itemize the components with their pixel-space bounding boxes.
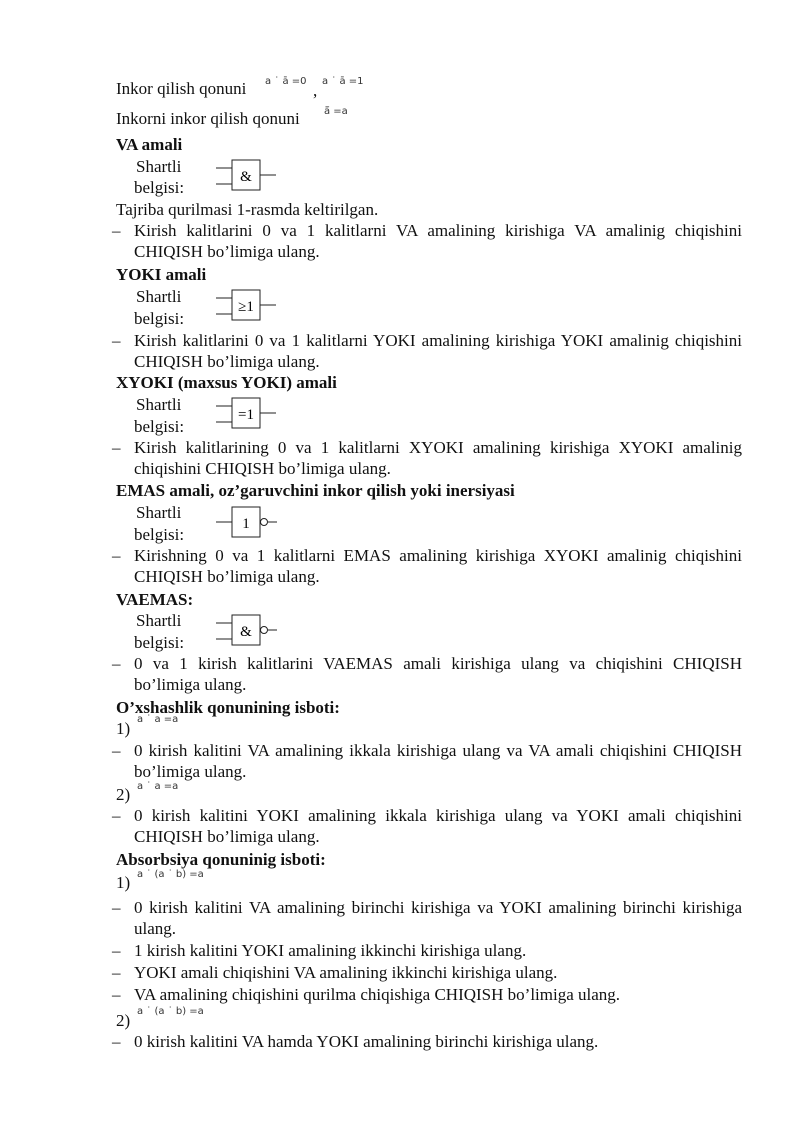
idempotence-proof-2-number: 2) (116, 785, 131, 804)
not-symbol-label-1: Shartli (136, 503, 182, 522)
not-gate-symbol (214, 505, 280, 539)
and-section-heading: VA amali (116, 135, 183, 154)
nand-gate-label: & (240, 624, 252, 640)
not-instruction: Kirishning 0 va 1 kalitlarni EMAS amalining kirishiga XYOKI amalinig chiqishini CHIQISH bo’limiga ulang. (134, 546, 742, 586)
nand-symbol-label-1: Shartli (136, 611, 182, 630)
xor-gate-label: =1 (238, 407, 254, 423)
absorption-step-1: 0 kirish kalitini VA amalining birinchi kirishiga va YOKI amalining birinchi kirishiga ulang. (134, 898, 742, 938)
absorption-proof-2-step-1: 0 kirish kalitini VA hamda YOKI amalining birinchi kirishiga ulang. (134, 1032, 599, 1051)
idempotence-proof-2-instruction: 0 kirish kalitini YOKI amalining ikkala kirishiga ulang va YOKI amali chiqishini CHIQISH bo’limiga ulang. (134, 806, 742, 846)
list-dash: – (112, 898, 121, 917)
and-instruction: Kirish kalitlarini 0 va 1 kalitlarni VA amalining kirishiga VA amalinig chiqishini CHIQISH bo’limiga ulang. (134, 221, 742, 261)
not-gate-label: 1 (242, 516, 250, 532)
or-gate-label: ≥1 (238, 299, 254, 315)
and-symbol-label-2: belgisi: (134, 178, 185, 197)
absorption-proof-1-formula: a ˙ (a ˙ b) =a (137, 869, 204, 880)
idempotence-proof-1-instruction: 0 kirish kalitini VA amalining ikkala kirishiga ulang va VA amali chiqishini CHIQISH bo’limiga ulang. (134, 741, 742, 781)
absorption-proof-2-formula: a ˙ (a ˙ b) =a (137, 1006, 204, 1017)
xor-section-heading: XYOKI (maxsus YOKI) amali (116, 373, 337, 392)
list-dash: – (112, 985, 121, 1004)
negation-law-formula-2: a ˙ ā =1 (322, 76, 364, 87)
list-dash: – (112, 438, 121, 457)
absorption-step-2: 1 kirish kalitini YOKI amalining ikkinchi kirishiga ulang. (134, 941, 527, 960)
negation-law-formula-1: a ˙ ā =0 (265, 76, 307, 87)
negation-law-label: Inkor qilish qonuni (116, 79, 247, 98)
xor-instruction: Kirish kalitlarining 0 va 1 kalitlarni XYOKI amalining kirishiga XYOKI amalinig chiqishini CHIQISH bo’limiga ulang. (134, 438, 742, 478)
absorption-step-4: VA amalining chiqishini qurilma chiqishiga CHIQISH bo’limiga ulang. (134, 985, 621, 1004)
or-section-heading: YOKI amali (116, 265, 207, 284)
and-gate-symbol (214, 158, 280, 192)
idempotence-heading: O’xshashlik qonunining isboti: (116, 698, 340, 717)
list-dash: – (112, 221, 121, 240)
list-dash: – (112, 331, 121, 350)
list-dash: – (112, 741, 121, 760)
list-dash: – (112, 941, 121, 960)
or-symbol-label-1: Shartli (136, 287, 182, 306)
double-negation-law-label: Inkorni inkor qilish qonuni (116, 109, 300, 128)
xor-gate-symbol (214, 396, 280, 430)
nand-section-heading: VAEMAS: (116, 590, 194, 609)
list-dash: – (112, 654, 121, 673)
list-dash: – (112, 963, 121, 982)
and-note: Tajriba qurilmasi 1-rasmda keltirilgan. (116, 200, 379, 219)
idempotence-proof-1-number: 1) (116, 719, 131, 738)
not-symbol-label-2: belgisi: (134, 525, 185, 544)
and-gate-label: & (240, 169, 252, 185)
negation-law-separator: , (313, 81, 318, 100)
xor-symbol-label-1: Shartli (136, 395, 182, 414)
double-negation-law-formula: ā̄ =a (324, 106, 348, 117)
absorption-proof-1-number: 1) (116, 873, 131, 892)
idempotence-proof-1-formula: a ˙ a =a (137, 714, 179, 725)
or-gate-symbol (214, 288, 280, 322)
nand-symbol-label-2: belgisi: (134, 633, 185, 652)
nand-instruction: 0 va 1 kirish kalitlarini VAEMAS amali kirishiga ulang va chiqishini CHIQISH bo’limiga ulang. (134, 654, 742, 694)
absorption-heading: Absorbsiya qonuninig isboti: (116, 850, 326, 869)
list-dash: – (112, 1032, 121, 1051)
nand-gate-symbol (214, 613, 280, 647)
xor-symbol-label-2: belgisi: (134, 417, 185, 436)
or-instruction: Kirish kalitlarini 0 va 1 kalitlarni YOKI amalining kirishiga YOKI amalinig chiqishini CHIQISH bo’limiga ulang. (134, 331, 742, 371)
list-dash: – (112, 806, 121, 825)
not-section-heading: EMAS amali, oz’garuvchini inkor qilish yoki inersiyasi (116, 481, 515, 500)
list-dash: – (112, 546, 121, 565)
or-symbol-label-2: belgisi: (134, 309, 185, 328)
idempotence-proof-2-formula: a ˙ a =a (137, 781, 179, 792)
absorption-step-3: YOKI amali chiqishini VA amalining ikkinchi kirishiga ulang. (134, 963, 558, 982)
and-symbol-label-1: Shartli (136, 157, 182, 176)
absorption-proof-2-number: 2) (116, 1011, 131, 1030)
